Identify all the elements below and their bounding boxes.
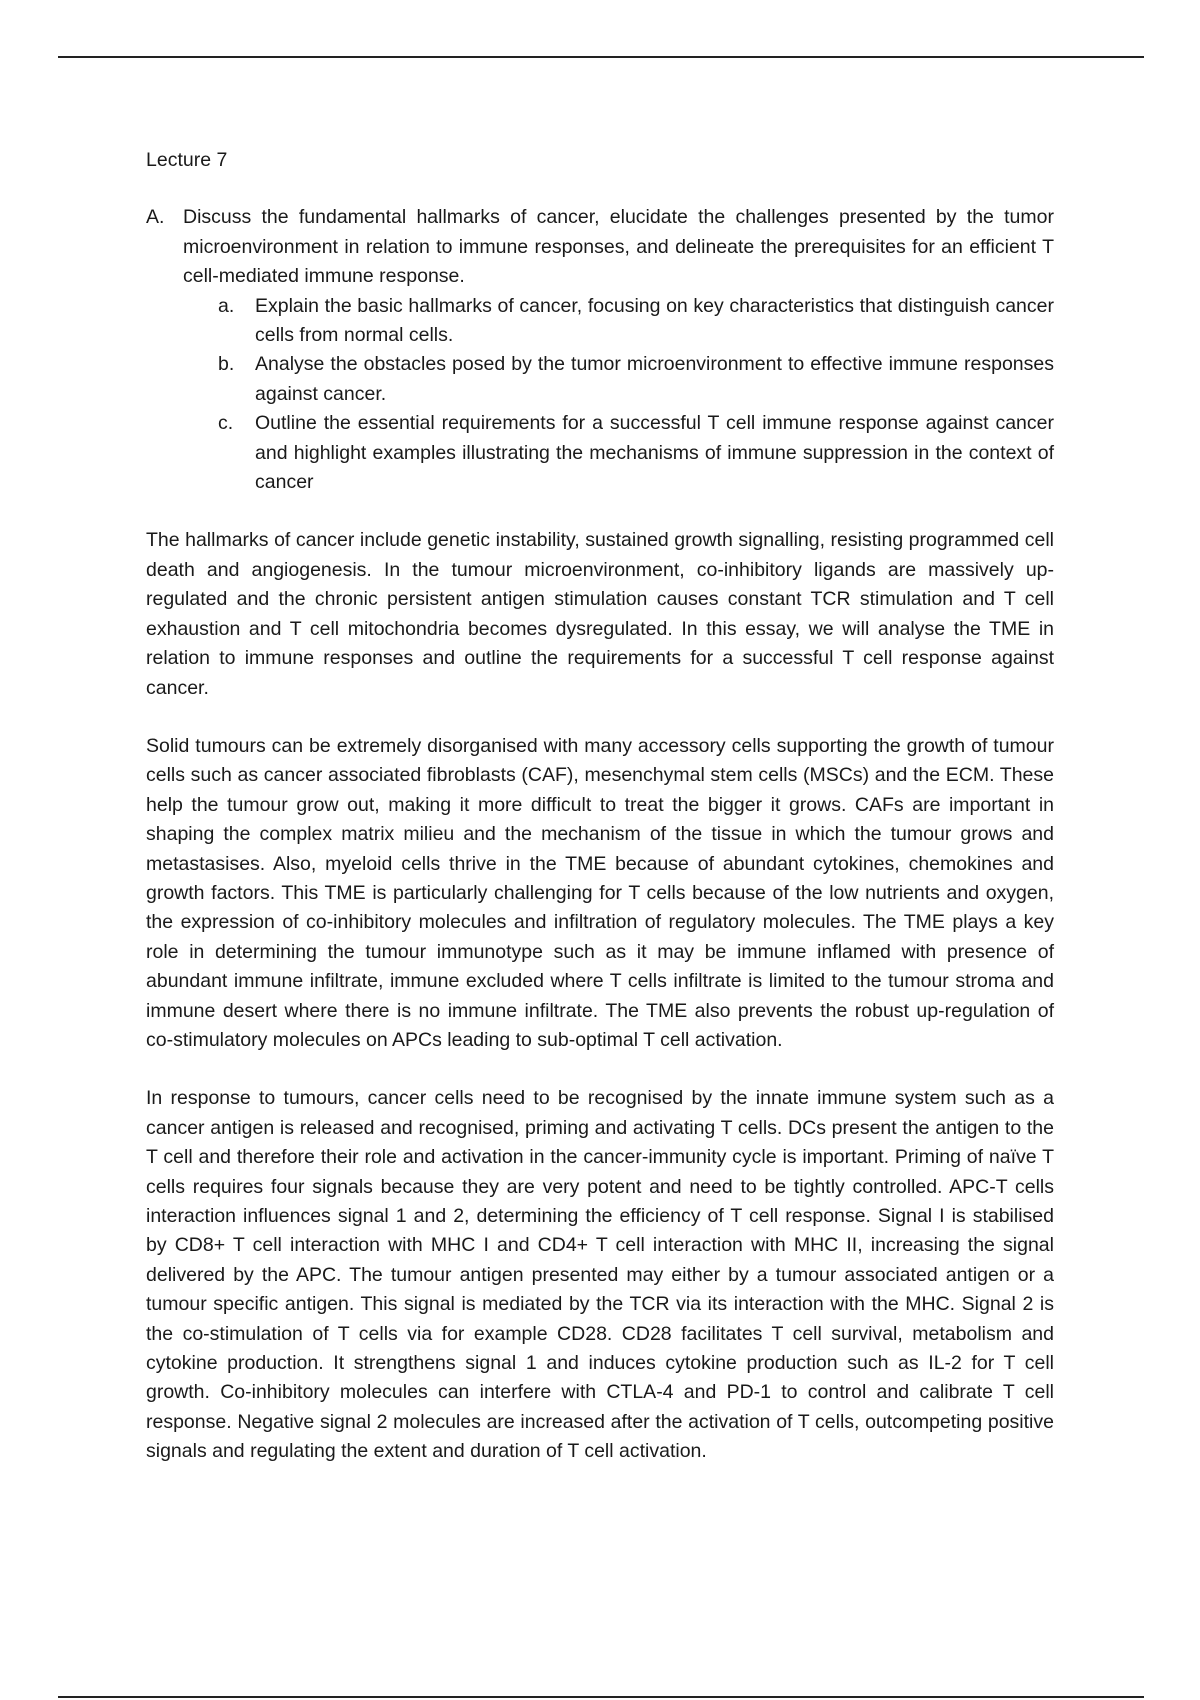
sub-question-marker: c.	[218, 412, 234, 435]
sub-question-marker: a.	[218, 294, 235, 317]
paragraph-tme: Solid tumours can be extremely disorganised with many accessory cells supporting the growth of tumour cells such as cancer associated fibroblasts (CAF), mesenchymal stem cells (MSCs) and the ECM. These help the tumour grow out, making it more difficult to treat the bigger it grows. CAFs are important in shaping the complex matrix milieu and the mechanism of the tissue in which the tumour grows and metastasises. Also, myeloid cells thrive in the TME because of abundant cytokines, chemokines and growth factors. This TME is particularly challenging for T cells because of the low nutrients and oxygen, the expression of co-inhibitory molecules and infiltration of regulatory molecules. The TME plays a key role in determining the tumour immunotype such as it may be immune inflamed with presence of abundant immune infiltrate, immune excluded where T cells infiltrate is limited to the tumour stroma and immune desert where there is no immune infiltrate. The TME also prevents the robust up-regulation of co-stimulatory molecules on APCs leading to sub-optimal T cell activation.	[146, 734, 1054, 1051]
sub-question-text: Explain the basic hallmarks of cancer, focusing on key characteristics that distinguish cancer cells from normal cells.	[255, 294, 1054, 347]
sub-question-list	[218, 292, 1054, 498]
top-rule	[58, 56, 1144, 58]
sub-question-b	[218, 350, 1054, 409]
lecture-title: Lecture 7	[146, 149, 228, 171]
question-text: Discuss the fundamental hallmarks of cancer, elucidate the challenges presented by the tumor microenvironment in relation to immune responses, and delineate the prerequisites for an efficient T cell-mediated immune response.	[183, 206, 1054, 288]
paragraph-intro: The hallmarks of cancer include genetic instability, sustained growth signalling, resisting programmed cell death and angiogenesis. In the tumour microenvironment, co-inhibitory ligands are massively up-regulated and the chronic persistent antigen stimulation causes constant TCR stimulation and T cell exhaustion and T cell mitochondria becomes dysregulated. In this essay, we will analyse the TME in relation to immune responses and outline the requirements for a successful T cell response against cancer.	[146, 529, 1054, 699]
paragraph-t-cell-response: In response to tumours, cancer cells need to be recognised by the innate immune system such as a cancer antigen is released and recognised, priming and activating T cells. DCs present the antigen to the T cell and therefore their role and activation in the cancer-immunity cycle is important. Priming of naïve T cells requires four signals because they are very potent and need to be tightly controlled. APC-T cells interaction influences signal 1 and 2, determining the efficiency of T cell response. Signal I is stabilised by CD8+ T cell interaction with MHC I and CD4+ T cell interaction with MHC II, increasing the signal delivered by the APC. The tumour antigen presented may either by a tumour associated antigen or a tumour specific antigen. This signal is mediated by the TCR via its interaction with the MHC. Signal 2 is the co-stimulation of T cells via for example CD28. CD28 facilitates T cell survival, metabolism and cytokine production. It strengthens signal 1 and induces cytokine production such as IL-2 for T cell growth. Co-inhibitory molecules can interfere with CTLA-4 and PD-1 to control and calibrate T cell response. Negative signal 2 molecules are increased after the activation of T cells, outcompeting positive signals and regulating the extent and duration of T cell activation.	[146, 1087, 1054, 1463]
sub-question-c	[218, 409, 1054, 497]
sub-question-a	[218, 292, 1054, 351]
document-body	[146, 146, 1054, 1467]
sub-question-text: Outline the essential requirements for a successful T cell immune response against cancer and highlight examples illustrating the mechanisms of immune suppression in the context of cancer	[255, 412, 1054, 494]
sub-question-marker: b.	[218, 353, 235, 376]
question-a	[146, 203, 1054, 291]
sub-question-text: Analyse the obstacles posed by the tumor microenvironment to effective immune responses against cancer.	[255, 353, 1054, 405]
bottom-rule	[58, 1696, 1144, 1698]
question-marker: A.	[146, 206, 165, 229]
